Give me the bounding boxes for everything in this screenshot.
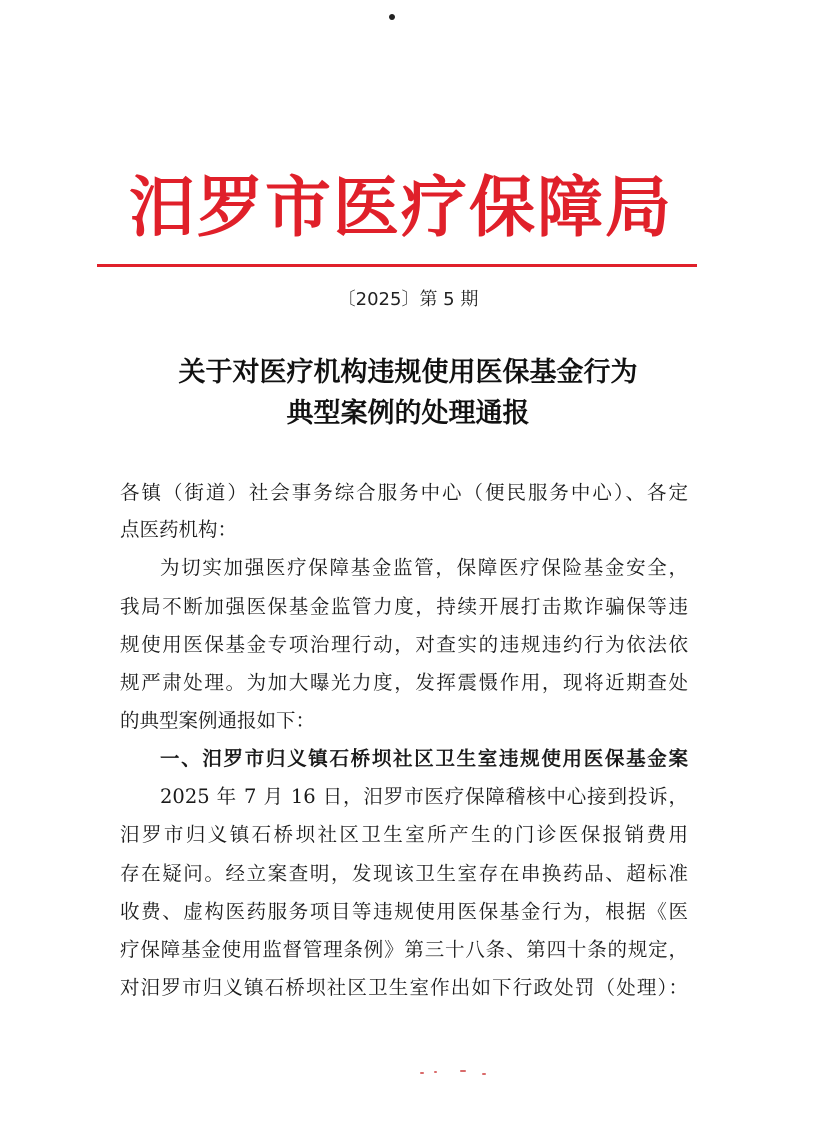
section-1-line: 存在疑问。经立案查明，发现该卫生室存在串换药品、超标准	[120, 862, 688, 885]
issue-number: 〔2025〕第 5 期	[337, 289, 479, 310]
document-title-line-2: 典型案例的处理通报	[286, 398, 530, 429]
salutation-line-2: 点医药机构：	[120, 518, 238, 541]
section-1-line: 疗保障基金使用监督管理条例》第三十八条、第四十条的规定，	[120, 938, 688, 961]
section-1-line: 汨罗市归义镇石桥坝社区卫生室所产生的门诊医保报销费用	[120, 823, 688, 846]
org-name-header: 汨罗市医疗保障局	[129, 169, 673, 246]
intro-line: 为切实加强医疗保障基金监管，保障医疗保险基金安全，	[160, 556, 688, 579]
intro-line: 规使用医保基金专项治理行动，对查实的违规违约行为依法依	[120, 633, 688, 656]
section-1-line: 对汨罗市归义镇石桥坝社区卫生室作出如下行政处罚（处理）：	[120, 976, 688, 999]
seal-edge-marks	[420, 1066, 500, 1078]
document-title-line-1: 关于对医疗机构违规使用医保基金行为	[178, 357, 638, 388]
scan-dot-mark	[389, 14, 395, 20]
section-1-heading: 一、汨罗市归义镇石桥坝社区卫生室违规使用医保基金案	[160, 747, 688, 770]
intro-line: 的典型案例通报如下：	[120, 709, 316, 732]
section-1-line: 2025 年 7 月 16 日，汨罗市医疗保障稽核中心接到投诉，	[160, 785, 688, 808]
section-1-line: 收费、虚构医药服务项目等违规使用医保基金行为，根据《医	[120, 900, 688, 923]
intro-line: 我局不断加强医保基金监管力度，持续开展打击欺诈骗保等违	[120, 595, 688, 618]
header-red-rule	[97, 264, 697, 267]
salutation-line-1: 各镇（街道）社会事务综合服务中心（便民服务中心）、各定	[120, 481, 688, 504]
intro-line: 规严肃处理。为加大曝光力度，发挥震慑作用，现将近期查处	[120, 671, 688, 694]
